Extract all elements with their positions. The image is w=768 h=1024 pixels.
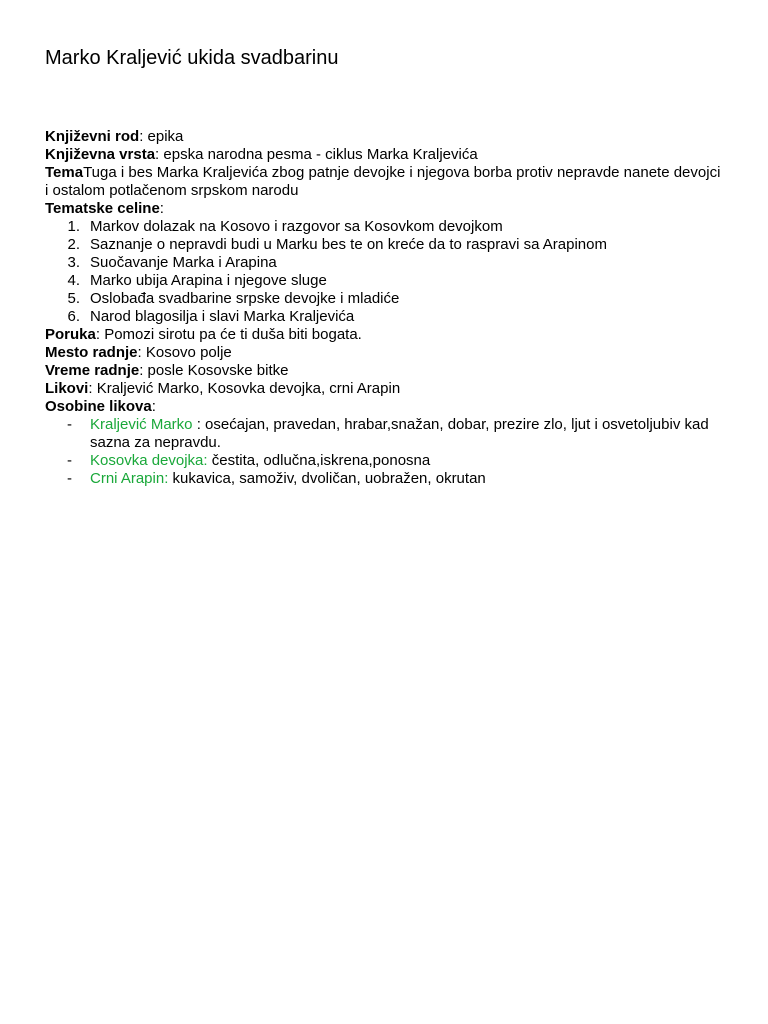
- tematske-celine-list: [45, 218, 725, 326]
- character-name: Crni Arapin: [90, 470, 165, 487]
- list-item: [45, 236, 725, 254]
- field-value: Kraljević Marko, Kosovka devojka, crni Arapin: [92, 380, 401, 397]
- field-separator: :: [95, 326, 101, 343]
- list-item-number: 6.: [67, 308, 80, 325]
- field-separator: :: [155, 146, 160, 163]
- field-tematske-celine: [45, 200, 725, 218]
- list-item: [45, 290, 725, 308]
- character-name: Kraljević Marko: [90, 416, 193, 433]
- field-tema: [45, 164, 725, 200]
- list-item-number: 3.: [67, 254, 80, 271]
- field-label: Tematske celine: [45, 200, 160, 217]
- field-value: Kosovo polje: [141, 344, 232, 361]
- field-label: Mesto radnje: [45, 344, 138, 361]
- list-item-dash: -: [67, 416, 72, 433]
- list-item: [45, 452, 725, 470]
- field-knjizevni-rod: [45, 128, 725, 146]
- document-title: Marko Kraljević ukida svadbarinu: [45, 47, 339, 69]
- character-separator: :: [203, 452, 208, 469]
- list-item-dash: -: [67, 470, 72, 487]
- character-separator: :: [192, 416, 201, 433]
- field-separator: :: [139, 362, 144, 379]
- character-traits: čestita, odlučna,iskrena,ponosna: [207, 452, 431, 469]
- field-label: Vreme radnje: [45, 362, 140, 379]
- list-item: [45, 308, 725, 326]
- field-osobine-likova: [45, 398, 725, 416]
- character-traits: osećajan, pravedan, hrabar,snažan, dobar, prezire zlo, ljut i osvetoljubiv kad sazna za nepravdu.: [90, 416, 709, 451]
- field-separator: :: [137, 344, 142, 361]
- list-item-dash: -: [67, 452, 72, 469]
- list-item-text: Markov dolazak na Kosovo i razgovor sa Kosovkom devojkom: [90, 218, 503, 235]
- field-label: Poruka: [45, 326, 96, 343]
- list-item: [45, 470, 725, 488]
- list-item: [45, 218, 725, 236]
- field-separator: :: [139, 128, 144, 145]
- list-item: [45, 416, 725, 452]
- field-value: Pomozi sirotu pa će ti duša biti bogata.: [100, 326, 362, 343]
- list-item: [45, 272, 725, 290]
- list-item-number: 5.: [67, 290, 80, 307]
- field-label: Tema: [45, 164, 84, 181]
- field-poruka: [45, 326, 725, 344]
- field-separator: :: [151, 398, 156, 415]
- list-item-text: Saznanje o nepravdi budi u Marku bes te on kreće da to raspravi sa Arapinom: [90, 236, 607, 253]
- field-knjizevna-vrsta: [45, 146, 725, 164]
- document-body: [45, 128, 725, 488]
- character-name: Kosovka devojka: [90, 452, 204, 469]
- field-label: Likovi: [45, 380, 89, 397]
- field-vreme-radnje: [45, 362, 725, 380]
- field-value: Tuga i bes Marka Kraljevića zbog patnje devojke i njegova borba protiv nepravde nanete devojci i ostalom potlačenom srpskom narodu: [45, 164, 721, 199]
- field-separator: :: [159, 200, 164, 217]
- list-item-text: Narod blagosilja i slavi Marka Kraljevića: [90, 308, 355, 325]
- field-value: epska narodna pesma - ciklus Marka Kraljevića: [159, 146, 478, 163]
- field-value: posle Kosovske bitke: [143, 362, 289, 379]
- list-item-text: Marko ubija Arapina i njegove sluge: [90, 272, 327, 289]
- list-item-number: 4.: [67, 272, 80, 289]
- osobine-likova-list: [45, 416, 725, 488]
- list-item-text: Oslobađa svadbarine srpske devojke i mladiće: [90, 290, 400, 307]
- field-label: Književni rod: [45, 128, 140, 145]
- list-item: [45, 254, 725, 272]
- field-mesto-radnje: [45, 344, 725, 362]
- list-item-number: 2.: [67, 236, 80, 253]
- field-value: epika: [143, 128, 184, 145]
- character-separator: :: [164, 470, 169, 487]
- list-item-text: Suočavanje Marka i Arapina: [90, 254, 277, 271]
- list-item-number: 1.: [67, 218, 80, 235]
- field-label: Osobine likova: [45, 398, 152, 415]
- field-label: Književna vrsta: [45, 146, 156, 163]
- field-likovi: [45, 380, 725, 398]
- character-traits: kukavica, samoživ, dvoličan, uobražen, okrutan: [168, 470, 486, 487]
- field-separator: :: [88, 380, 93, 397]
